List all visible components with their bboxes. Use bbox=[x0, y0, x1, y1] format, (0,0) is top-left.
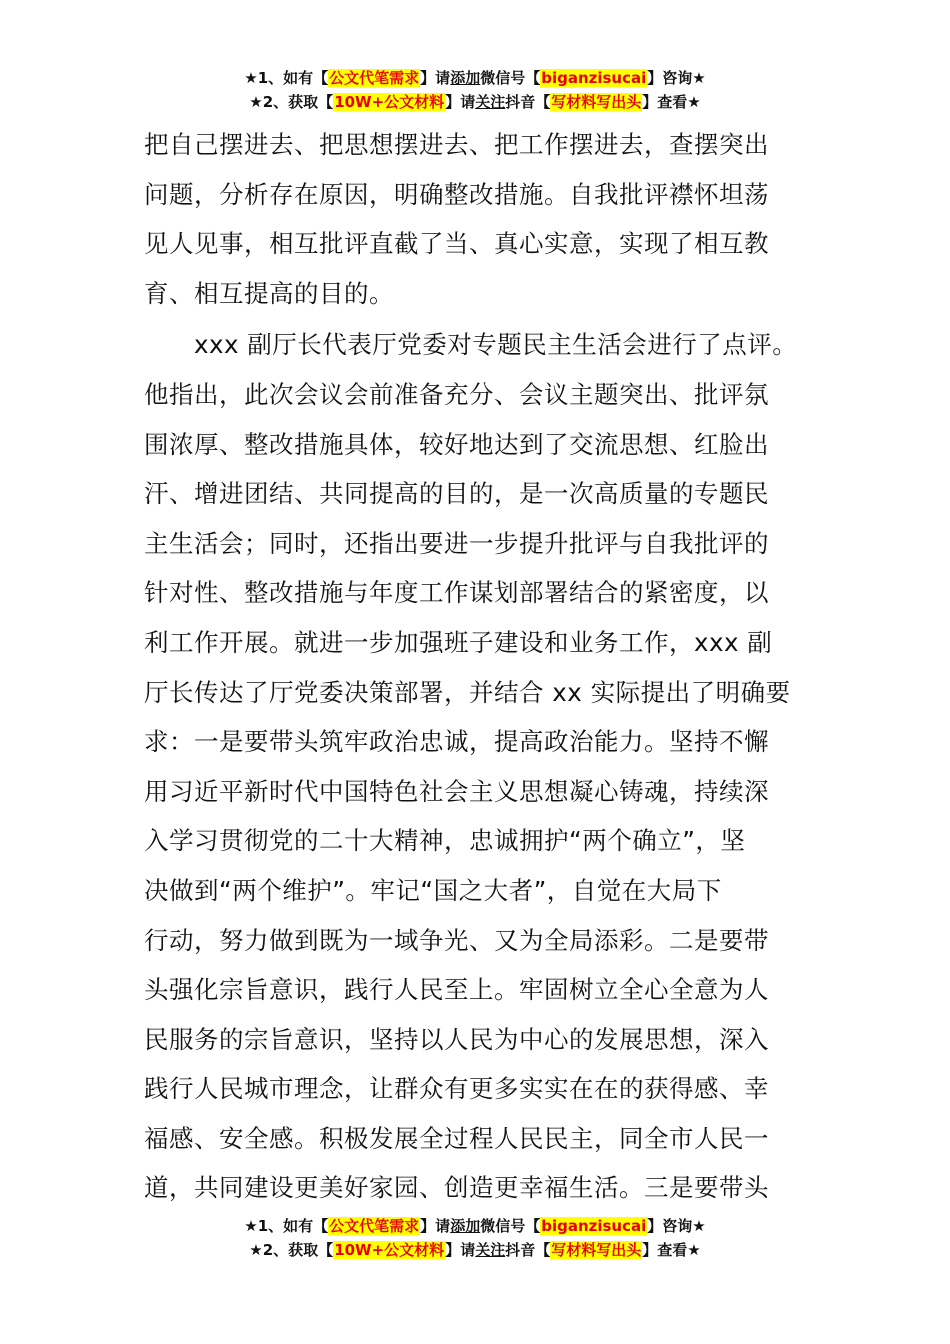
promo-highlight: 写材料写出头 bbox=[551, 1241, 642, 1259]
promo-text: 微信号【 bbox=[480, 69, 541, 87]
text-line: 道，共同建设更美好家园、创造更幸福生活。三是要带头 bbox=[144, 1173, 769, 1203]
promo-text: 】请 bbox=[445, 93, 476, 111]
text-line: 针对性、整改措施与年度工作谋划部署结合的紧密度，以 bbox=[144, 578, 769, 608]
text-line: 围浓厚、整改措施具体，较好地达到了交流思想、红脸出 bbox=[144, 429, 769, 459]
promo-text: 】查看★ bbox=[642, 93, 701, 111]
promo-text: ★1、如有【 bbox=[244, 69, 329, 87]
text-line: 汗、增进团结、共同提高的目的，是一次高质量的专题民 bbox=[144, 479, 769, 509]
promo-highlight: biganzisucai bbox=[541, 1217, 647, 1235]
promo-line-2 bbox=[0, 90, 950, 114]
promo-text: 】请 bbox=[420, 1217, 451, 1235]
promo-text: 】请 bbox=[445, 1241, 476, 1259]
header-promo-banner bbox=[0, 66, 950, 114]
promo-underlined-text: 添加 bbox=[450, 1217, 481, 1235]
promo-line-1 bbox=[0, 66, 950, 90]
document-body bbox=[144, 120, 814, 1213]
promo-text: 】咨询★ bbox=[647, 69, 706, 87]
promo-highlight: 公文代笔需求 bbox=[329, 1217, 420, 1235]
paragraph-1 bbox=[144, 120, 814, 318]
text-line: 求：一是要带头筑牢政治忠诚，提高政治能力。坚持不懈 bbox=[144, 727, 769, 757]
promo-underlined-text: 关注 bbox=[475, 93, 506, 111]
text-line: 践行人民城市理念，让群众有更多实实在在的获得感、幸 bbox=[144, 1074, 769, 1104]
promo-text: 】咨询★ bbox=[647, 1217, 706, 1235]
text-line: 行动，努力做到既为一域争光、又为全局添彩。二是要带 bbox=[144, 925, 769, 955]
promo-highlight: biganzisucai bbox=[541, 69, 647, 87]
text-line: 厅长传达了厅党委决策部署，并结合 xx 实际提出了明确要 bbox=[144, 677, 791, 707]
promo-line-2 bbox=[0, 1238, 950, 1262]
text-line: 民服务的宗旨意识，坚持以人民为中心的发展思想，深入 bbox=[144, 1024, 769, 1054]
promo-underlined-text: 关注 bbox=[475, 1241, 506, 1259]
paragraph-2 bbox=[144, 320, 814, 1213]
promo-text: 】请 bbox=[420, 69, 451, 87]
text-line: 育、相互提高的目的。 bbox=[144, 278, 394, 308]
text-line: 决做到“两个维护”。牢记“国之大者”，自觉在大局下 bbox=[144, 875, 722, 905]
promo-text: 抖音【 bbox=[505, 93, 551, 111]
promo-highlight: 写材料写出头 bbox=[551, 93, 642, 111]
text-line: 主生活会；同时，还指出要进一步提升批评与自我批评的 bbox=[144, 528, 769, 558]
promo-text: 】查看★ bbox=[642, 1241, 701, 1259]
text-line: 用习近平新时代中国特色社会主义思想凝心铸魂，持续深 bbox=[144, 776, 769, 806]
text-line: xxx 副厅长代表厅党委对专题民主生活会进行了点评。 bbox=[194, 330, 798, 360]
promo-highlight: 公文代笔需求 bbox=[329, 69, 420, 87]
text-line: 见人见事，相互批评直截了当、真心实意，实现了相互教 bbox=[144, 229, 769, 259]
promo-text: 抖音【 bbox=[505, 1241, 551, 1259]
text-line: 入学习贯彻党的二十大精神，忠诚拥护“两个确立”，坚 bbox=[144, 826, 746, 856]
promo-text: ★2、获取【 bbox=[249, 93, 334, 111]
text-line: 利工作开展。就进一步加强班子建设和业务工作，xxx 副 bbox=[144, 627, 773, 657]
promo-text: 微信号【 bbox=[480, 1217, 541, 1235]
text-line: 福感、安全感。积极发展全过程人民民主，同全市人民一 bbox=[144, 1123, 769, 1153]
text-line: 问题，分析存在原因，明确整改措施。自我批评襟怀坦荡 bbox=[144, 179, 769, 209]
text-line: 他指出，此次会议会前准备充分、会议主题突出、批评氛 bbox=[144, 379, 769, 409]
promo-text: ★1、如有【 bbox=[244, 1217, 329, 1235]
promo-highlight: 10W+公文材料 bbox=[334, 93, 445, 111]
footer-promo-banner bbox=[0, 1214, 950, 1262]
promo-underlined-text: 添加 bbox=[450, 69, 481, 87]
promo-line-1 bbox=[0, 1214, 950, 1238]
promo-highlight: 10W+公文材料 bbox=[334, 1241, 445, 1259]
text-line: 头强化宗旨意识，践行人民至上。牢固树立全心全意为人 bbox=[144, 975, 769, 1005]
promo-text: ★2、获取【 bbox=[249, 1241, 334, 1259]
text-line: 把自己摆进去、把思想摆进去、把工作摆进去，查摆突出 bbox=[144, 130, 769, 159]
